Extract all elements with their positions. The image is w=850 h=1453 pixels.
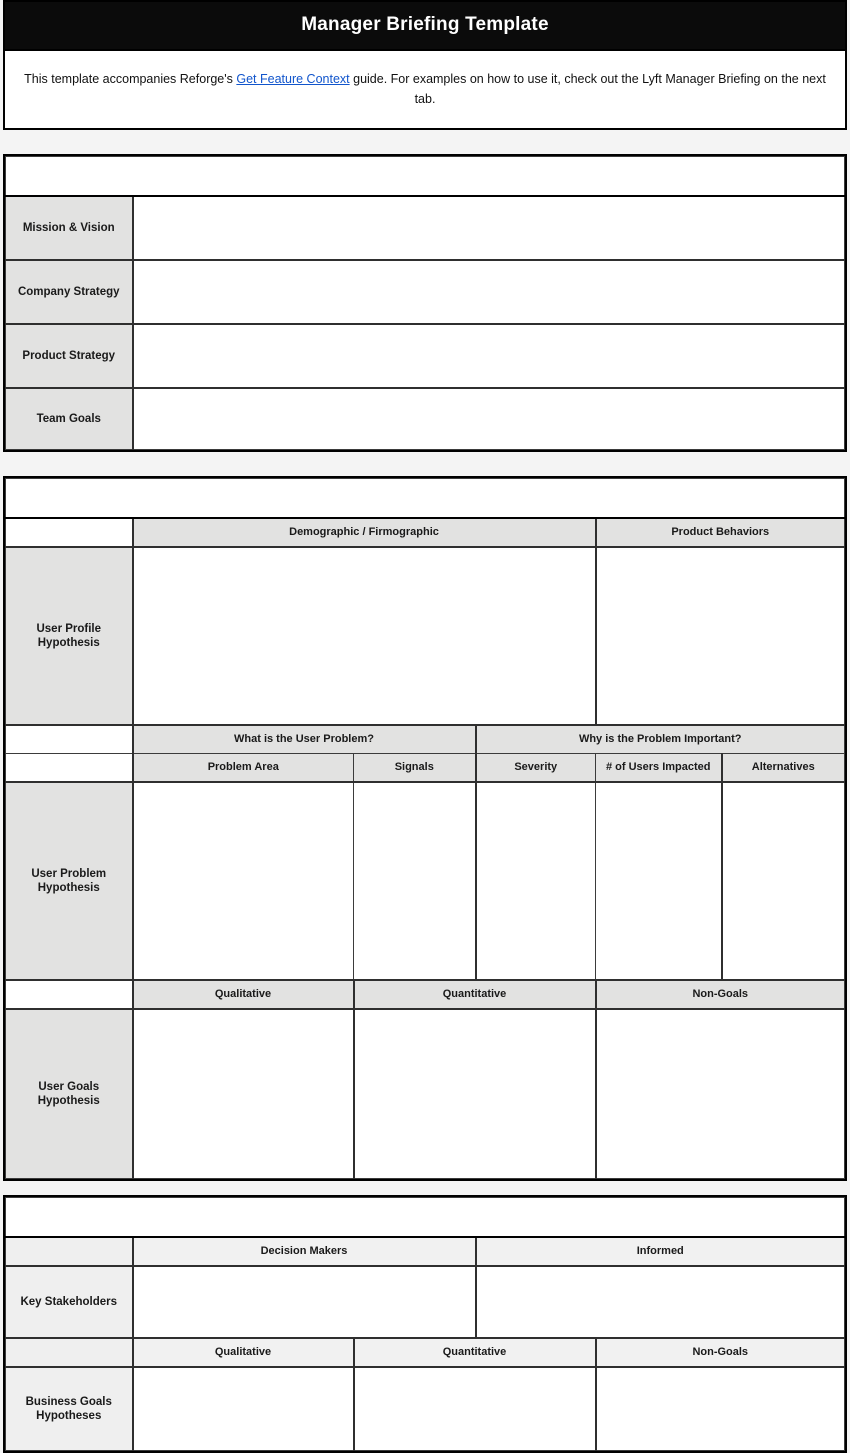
input-demographic-firmographic[interactable] — [133, 547, 596, 725]
table-row — [6, 1009, 845, 1179]
page-title: Manager Briefing Template — [5, 2, 845, 49]
title-block — [3, 0, 847, 130]
table-row — [6, 547, 845, 725]
input-product-strategy[interactable] — [133, 324, 845, 388]
colhead-alternatives: Alternatives — [722, 754, 845, 783]
colhead-decision-makers: Decision Makers — [133, 1237, 476, 1266]
colhead-users-impacted: # of Users Impacted — [596, 754, 722, 783]
strategic-fit-table — [5, 156, 845, 450]
colhead-demographic-firmographic: Demographic / Firmographic — [133, 518, 596, 547]
input-business-goals-quantitative[interactable] — [354, 1367, 596, 1451]
colhead-business-qualitative: Qualitative — [133, 1338, 354, 1367]
section-header-row — [6, 1198, 845, 1238]
row-label-product-strategy: Product Strategy — [6, 324, 133, 388]
table-row — [6, 1266, 845, 1338]
table-row — [6, 260, 845, 324]
header-question: What is our initial hypothesis about business impact and goals for this feature? — [226, 1208, 748, 1225]
header-title: Business Value — [102, 1208, 213, 1225]
input-severity[interactable] — [476, 782, 596, 980]
input-team-goals[interactable] — [133, 388, 845, 450]
user-value-header — [6, 479, 845, 519]
row-label-user-problem-hypothesis: User Problem Hypothesis — [6, 782, 133, 980]
column-header-row — [6, 1237, 845, 1266]
row-label-company-strategy: Company Strategy — [6, 260, 133, 324]
get-feature-context-link[interactable]: Get Feature Context — [236, 72, 350, 86]
input-company-strategy[interactable] — [133, 260, 845, 324]
table-row — [6, 324, 845, 388]
input-problem-area[interactable] — [133, 782, 354, 980]
table-row — [6, 196, 845, 260]
colhead-non-goals: Non-Goals — [596, 980, 845, 1009]
table-row — [6, 1367, 845, 1451]
table-row — [6, 388, 845, 450]
table-row — [6, 782, 845, 980]
column-header-row — [6, 754, 845, 783]
colhead-severity: Severity — [476, 754, 596, 783]
input-alternatives[interactable] — [722, 782, 845, 980]
input-mission-vision[interactable] — [133, 196, 845, 260]
header-separator: - — [223, 489, 237, 506]
input-decision-makers[interactable] — [133, 1266, 476, 1338]
column-header-row — [6, 980, 845, 1009]
group-header-what-is-the-user-problem: What is the User Problem? — [133, 725, 476, 754]
header-question: What is our initial hypothesis around user profile, problems and goals? — [236, 489, 704, 506]
input-business-goals-non-goals[interactable] — [596, 1367, 845, 1451]
section-header-row — [6, 157, 845, 197]
row-label-user-goals-hypothesis: User Goals Hypothesis — [6, 1009, 133, 1179]
input-business-goals-qualitative[interactable] — [133, 1367, 354, 1451]
section-gap — [0, 130, 850, 154]
header-question: What is the business context underlying this project? — [300, 167, 650, 184]
section-gap — [0, 1181, 850, 1195]
input-informed[interactable] — [476, 1266, 845, 1338]
header-title: User Value — [146, 489, 224, 506]
corner-spacer — [6, 518, 133, 547]
section-gap — [0, 452, 850, 476]
header-separator: - — [286, 167, 301, 184]
header-title: Strategic Fit — [200, 167, 287, 184]
colhead-qualitative: Qualitative — [133, 980, 354, 1009]
colhead-informed: Informed — [476, 1237, 845, 1266]
header-separator: - — [212, 1208, 227, 1225]
row-label-user-profile-hypothesis: User Profile Hypothesis — [6, 547, 133, 725]
input-product-behaviors[interactable] — [596, 547, 845, 725]
group-header-row — [6, 725, 845, 754]
row-label-business-goals-hypotheses: Business Goals Hypotheses — [6, 1367, 133, 1451]
row-label-team-goals: Team Goals — [6, 388, 133, 450]
strategic-fit-header — [6, 157, 845, 197]
colhead-problem-area: Problem Area — [133, 754, 354, 783]
corner-spacer — [6, 725, 133, 754]
section-header-row — [6, 479, 845, 519]
user-value-section — [3, 476, 847, 1181]
description-text-post: guide. For examples on how to use it, check out the Lyft Manager Briefing on the next tab. — [349, 72, 826, 106]
row-label-mission-vision: Mission & Vision — [6, 196, 133, 260]
template-description — [5, 49, 845, 128]
input-user-goals-quantitative[interactable] — [354, 1009, 596, 1179]
corner-spacer — [6, 1338, 133, 1367]
colhead-product-behaviors: Product Behaviors — [596, 518, 845, 547]
corner-spacer — [6, 1237, 133, 1266]
column-header-row — [6, 1338, 845, 1367]
group-header-why-is-the-problem-important: Why is the Problem Important? — [476, 725, 845, 754]
business-value-header — [6, 1198, 845, 1238]
column-header-row — [6, 518, 845, 547]
colhead-business-quantitative: Quantitative — [354, 1338, 596, 1367]
description-text-pre: This template accompanies Reforge's — [24, 72, 237, 86]
colhead-quantitative: Quantitative — [354, 980, 596, 1009]
input-user-goals-qualitative[interactable] — [133, 1009, 354, 1179]
business-value-section — [3, 1195, 847, 1453]
corner-spacer — [6, 980, 133, 1009]
colhead-signals: Signals — [354, 754, 476, 783]
row-label-key-stakeholders: Key Stakeholders — [6, 1266, 133, 1338]
colhead-business-non-goals: Non-Goals — [596, 1338, 845, 1367]
input-user-goals-non-goals[interactable] — [596, 1009, 845, 1179]
business-value-table — [5, 1197, 845, 1451]
corner-spacer — [6, 754, 133, 783]
strategic-fit-section — [3, 154, 847, 452]
user-value-table — [5, 478, 845, 1179]
input-signals[interactable] — [354, 782, 476, 980]
input-users-impacted[interactable] — [596, 782, 722, 980]
